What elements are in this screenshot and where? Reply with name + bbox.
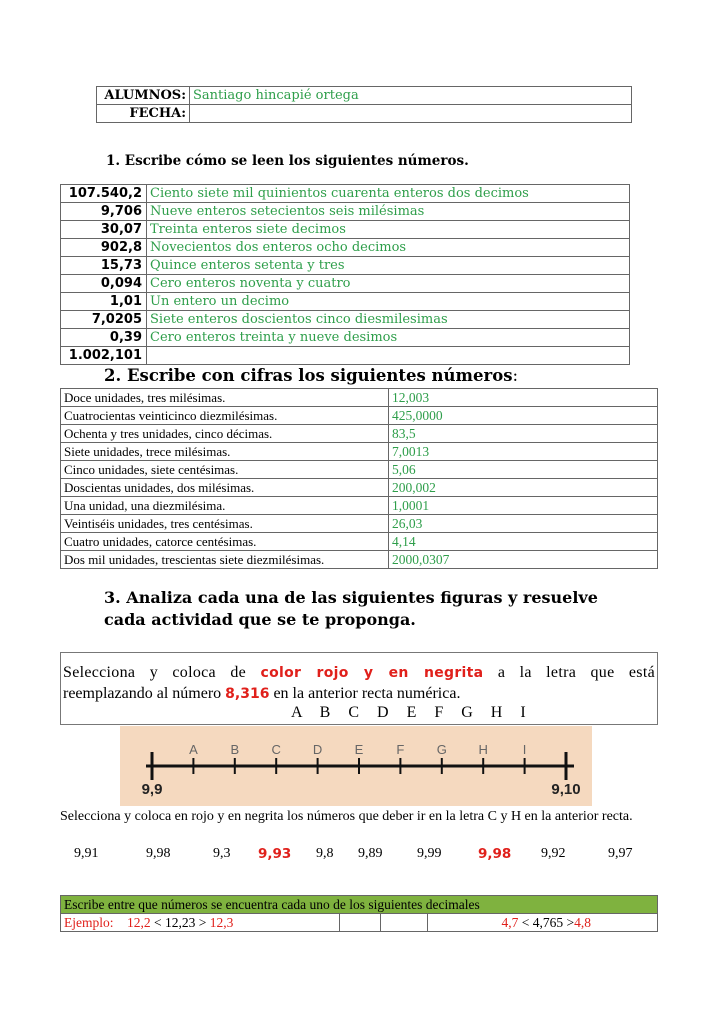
cipher-row	[61, 389, 658, 407]
description-cell: Cuatro unidades, catorce centésimas.	[61, 533, 389, 551]
cipher-row	[61, 551, 658, 569]
option-1[interactable]: 9,91	[74, 846, 99, 861]
example-mid: < 12,23 >	[150, 915, 210, 930]
option-5[interactable]: 9,8	[316, 846, 334, 861]
instr-number: 8,316	[225, 686, 270, 702]
section2-title-colon: :	[512, 366, 519, 385]
cipher-row	[61, 479, 658, 497]
alumnos-value[interactable]: Santiago hincapié ortega	[190, 87, 632, 105]
instruction-line2	[63, 685, 460, 703]
line-start-label: 9,9	[141, 781, 163, 798]
description-cell: Doce unidades, tres milésimas.	[61, 389, 389, 407]
instr-red-text: color rojo y en negrita	[260, 665, 484, 681]
description-cell: Dos mil unidades, trescientas siete diezmilésimas.	[61, 551, 389, 569]
example-label: Ejemplo:	[64, 915, 114, 930]
reading-row	[61, 221, 630, 239]
number-cell: 1,01	[61, 293, 147, 311]
value-cell[interactable]: 12,003	[389, 389, 658, 407]
reading-cell[interactable]: Ciento siete mil quinientos cuarenta enteros dos decimos	[147, 185, 630, 203]
option-9[interactable]: 9,92	[541, 846, 566, 861]
answer-high: 4,8	[574, 915, 591, 930]
tick-letter-A: A	[189, 742, 198, 757]
instr-part1: Selecciona y coloca de	[63, 664, 247, 681]
number-cell: 0,39	[61, 329, 147, 347]
empty-cell-2[interactable]	[381, 914, 428, 932]
number-cell: 902,8	[61, 239, 147, 257]
question-text: Selecciona y coloca en rojo y en negrita los números que deber ir en la letra C y H en la anterior recta.	[60, 809, 633, 824]
fecha-value[interactable]	[190, 105, 632, 123]
description-cell: Doscientas unidades, dos milésimas.	[61, 479, 389, 497]
reading-cell[interactable]: Cero enteros noventa y cuatro	[147, 275, 630, 293]
empty-cell-1[interactable]	[340, 914, 381, 932]
section2-title	[104, 366, 518, 385]
tick-letter-E: E	[354, 742, 364, 757]
instruction-box	[60, 652, 658, 725]
reading-row	[61, 239, 630, 257]
value-cell[interactable]: 2000,0307	[389, 551, 658, 569]
answer-mid: < 4,765 >	[518, 915, 575, 930]
cipher-row	[61, 497, 658, 515]
reading-cell[interactable]: Novecientos dos enteros ocho decimos	[147, 239, 630, 257]
number-cell: 15,73	[61, 257, 147, 275]
cipher-row	[61, 443, 658, 461]
description-cell: Cinco unidades, siete centésimas.	[61, 461, 389, 479]
example-high: 12,3	[209, 915, 234, 930]
value-cell[interactable]: 7,0013	[389, 443, 658, 461]
reading-row	[61, 311, 630, 329]
value-cell[interactable]: 83,5	[389, 425, 658, 443]
number-line-image	[120, 726, 592, 806]
student-header-table	[96, 86, 632, 123]
alumnos-label: ALUMNOS:	[97, 87, 190, 105]
option-3[interactable]: 9,3	[213, 846, 231, 861]
tick-letter-D: D	[312, 742, 323, 757]
reading-row	[61, 257, 630, 275]
reading-row	[61, 275, 630, 293]
reading-cell[interactable]	[147, 347, 630, 365]
section1-title: 1. Escribe cómo se leen los siguientes números.	[106, 153, 469, 169]
instr-part4: en la anterior recta numérica.	[273, 685, 461, 702]
number-cell: 30,07	[61, 221, 147, 239]
section4-table	[60, 895, 658, 932]
reading-cell[interactable]: Quince enteros setenta y tres	[147, 257, 630, 275]
value-cell[interactable]: 5,06	[389, 461, 658, 479]
reading-row	[61, 203, 630, 221]
section3-title-line1: 3. Analiza cada una de las siguientes figuras y resuelve	[104, 588, 598, 607]
section4-header: Escribe entre que números se encuentra cada uno de los siguientes decimales	[61, 896, 658, 914]
line-end-label: 9,10	[551, 781, 581, 798]
number-cell: 107.540,2	[61, 185, 147, 203]
option-4[interactable]: 9,93	[258, 846, 292, 862]
instruction-line1	[63, 664, 655, 682]
number-cell: 7,0205	[61, 311, 147, 329]
option-8[interactable]: 9,98	[478, 846, 512, 862]
section1-table	[60, 184, 630, 365]
section3-title-line2: cada actividad que se te proponga.	[104, 610, 416, 629]
option-6[interactable]: 9,89	[358, 846, 383, 861]
cipher-row	[61, 407, 658, 425]
answer-cell[interactable]	[428, 914, 658, 932]
fecha-label: FECHA:	[97, 105, 190, 123]
tick-letter-I: I	[522, 742, 527, 757]
cipher-row	[61, 533, 658, 551]
reading-row	[61, 329, 630, 347]
number-cell: 1.002,101	[61, 347, 147, 365]
reading-row	[61, 185, 630, 203]
reading-row	[61, 293, 630, 311]
cipher-row	[61, 515, 658, 533]
cipher-row	[61, 425, 658, 443]
example-low: 12,2	[127, 915, 151, 930]
instr-part3: reemplazando al número	[63, 685, 222, 702]
tick-letter-F: F	[396, 742, 405, 757]
example-cell	[61, 914, 340, 932]
reading-row	[61, 347, 630, 365]
reading-cell[interactable]: Cero enteros treinta y nueve desimos	[147, 329, 630, 347]
answer-low: 4,7	[501, 915, 519, 930]
description-cell: Ochenta y tres unidades, cinco décimas.	[61, 425, 389, 443]
description-cell: Una unidad, una diezmilésima.	[61, 497, 389, 515]
value-cell[interactable]: 4,14	[389, 533, 658, 551]
instr-part2: a la letra que está	[497, 664, 655, 681]
value-cell[interactable]: 425,0000	[389, 407, 658, 425]
option-2[interactable]: 9,98	[146, 846, 171, 861]
reading-cell[interactable]: Siete enteros doscientos cinco diesmilesimas	[147, 311, 630, 329]
value-cell[interactable]: 26,03	[389, 515, 658, 533]
value-cell[interactable]: 1,0001	[389, 497, 658, 515]
description-cell: Veintiséis unidades, tres centésimas.	[61, 515, 389, 533]
tick-letter-G: G	[436, 742, 447, 757]
number-cell: 9,706	[61, 203, 147, 221]
letter-options[interactable]: A B C D E F G H I	[291, 704, 526, 721]
reading-cell[interactable]: Un entero un decimo	[147, 293, 630, 311]
description-cell: Cuatrocientas veinticinco diezmilésimas.	[61, 407, 389, 425]
section2-table	[60, 388, 658, 569]
option-10[interactable]: 9,97	[608, 846, 633, 861]
tick-letter-C: C	[271, 742, 281, 757]
number-cell: 0,094	[61, 275, 147, 293]
number-line	[120, 726, 592, 806]
section3-title	[104, 587, 598, 631]
description-cell: Siete unidades, trece milésimas.	[61, 443, 389, 461]
cipher-row	[61, 461, 658, 479]
reading-cell[interactable]: Nueve enteros setecientos seis milésimas	[147, 203, 630, 221]
value-cell[interactable]: 200,002	[389, 479, 658, 497]
tick-letter-H: H	[478, 742, 488, 757]
reading-cell[interactable]: Treinta enteros siete decimos	[147, 221, 630, 239]
option-7[interactable]: 9,99	[417, 846, 442, 861]
tick-letter-B: B	[230, 742, 240, 757]
section2-title-text: 2. Escribe con cifras los siguientes números	[104, 366, 513, 385]
